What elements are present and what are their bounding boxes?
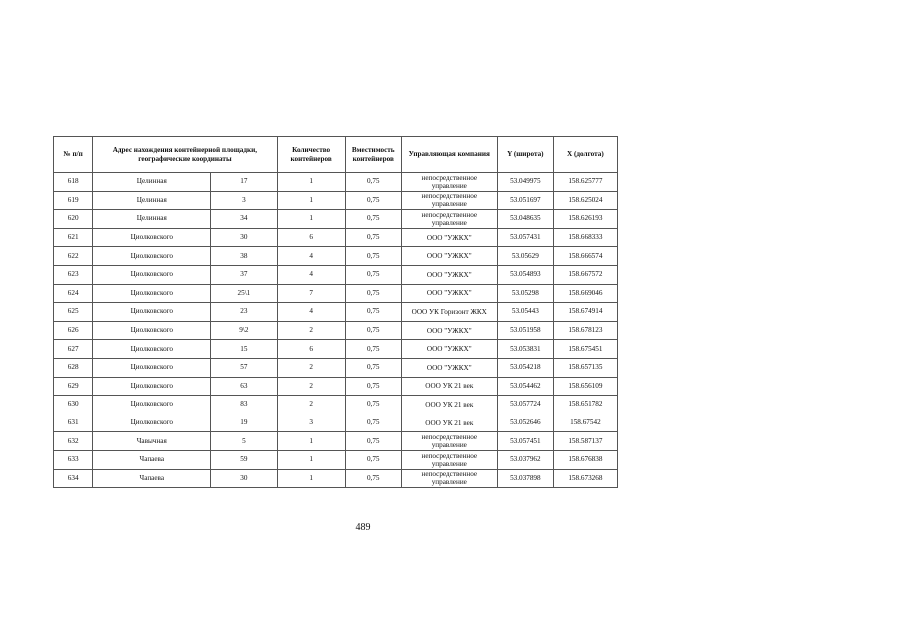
- house-number-cell: 17: [211, 173, 277, 192]
- street-cell: Циолковского: [93, 228, 211, 247]
- container-count-cell: 4: [277, 303, 345, 322]
- table-row: [54, 321, 618, 340]
- container-count-cell: 6: [277, 228, 345, 247]
- latitude-cell: 53.057451: [497, 432, 553, 451]
- longitude-cell: 158.657135: [553, 358, 617, 377]
- table-row: [54, 228, 618, 247]
- longitude-cell: 158.626193: [553, 210, 617, 229]
- row-number-cell: 629: [54, 377, 93, 396]
- latitude-cell: 53.048635: [497, 210, 553, 229]
- container-count-cell: 2: [277, 396, 345, 414]
- table-row: [54, 284, 618, 303]
- container-count-cell: 6: [277, 340, 345, 359]
- header-latitude: Y (широта): [497, 137, 553, 173]
- container-count-cell: 2: [277, 377, 345, 396]
- row-number-cell: 628: [54, 358, 93, 377]
- table-row: [54, 265, 618, 284]
- house-number-cell: 59: [211, 450, 277, 469]
- container-count-cell: 1: [277, 432, 345, 451]
- house-number-cell: 5: [211, 432, 277, 451]
- container-capacity-cell: 0,75: [345, 210, 401, 229]
- container-count-cell: 1: [277, 469, 345, 488]
- latitude-cell: 53.05443: [497, 303, 553, 322]
- container-count-cell: 2: [277, 358, 345, 377]
- longitude-cell: 158.676838: [553, 450, 617, 469]
- longitude-cell: 158.625024: [553, 191, 617, 210]
- container-capacity-cell: 0,75: [345, 469, 401, 488]
- longitude-cell: 158.651782: [553, 396, 617, 414]
- latitude-cell: 53.051697: [497, 191, 553, 210]
- street-cell: Циолковского: [93, 284, 211, 303]
- row-number-cell: 621: [54, 228, 93, 247]
- container-capacity-cell: 0,75: [345, 414, 401, 432]
- street-cell: Циолковского: [93, 303, 211, 322]
- longitude-cell: 158.667572: [553, 265, 617, 284]
- management-company-cell: ООО "УЖКХ": [401, 247, 497, 266]
- street-cell: Циолковского: [93, 396, 211, 414]
- container-capacity-cell: 0,75: [345, 358, 401, 377]
- latitude-cell: 53.052646: [497, 414, 553, 432]
- longitude-cell: 158.675451: [553, 340, 617, 359]
- row-number-cell: 630: [54, 396, 93, 414]
- container-capacity-cell: 0,75: [345, 377, 401, 396]
- header-address: Адрес нахождения контейнерной площадки, географические координаты: [93, 137, 277, 173]
- management-company-cell: ООО "УЖКХ": [401, 358, 497, 377]
- table-body: [54, 173, 618, 488]
- street-cell: Целинная: [93, 210, 211, 229]
- management-company-cell: ООО "УЖКХ": [401, 265, 497, 284]
- row-number-cell: 631: [54, 414, 93, 432]
- longitude-cell: 158.673268: [553, 469, 617, 488]
- table-row: [54, 450, 618, 469]
- table-row: [54, 247, 618, 266]
- container-count-cell: 1: [277, 191, 345, 210]
- house-number-cell: 83: [211, 396, 277, 414]
- table-row: [54, 303, 618, 322]
- container-capacity-cell: 0,75: [345, 303, 401, 322]
- latitude-cell: 53.054462: [497, 377, 553, 396]
- row-number-cell: 632: [54, 432, 93, 451]
- table-row: [54, 210, 618, 229]
- container-capacity-cell: 0,75: [345, 173, 401, 192]
- container-capacity-cell: 0,75: [345, 340, 401, 359]
- container-capacity-cell: 0,75: [345, 396, 401, 414]
- latitude-cell: 53.053831: [497, 340, 553, 359]
- row-number-cell: 618: [54, 173, 93, 192]
- table-row: [54, 469, 618, 488]
- longitude-cell: 158.669046: [553, 284, 617, 303]
- street-cell: Циолковского: [93, 265, 211, 284]
- house-number-cell: 15: [211, 340, 277, 359]
- street-cell: Чапаева: [93, 450, 211, 469]
- header-company: Управляющая компания: [401, 137, 497, 173]
- container-capacity-cell: 0,75: [345, 450, 401, 469]
- management-company-cell: ООО "УЖКХ": [401, 340, 497, 359]
- management-company-cell: ООО "УЖКХ": [401, 321, 497, 340]
- container-count-cell: 2: [277, 321, 345, 340]
- latitude-cell: 53.051958: [497, 321, 553, 340]
- row-number-cell: 623: [54, 265, 93, 284]
- container-count-cell: 4: [277, 247, 345, 266]
- management-company-cell: ООО УК Горизонт ЖКХ: [401, 303, 497, 322]
- house-number-cell: 3: [211, 191, 277, 210]
- house-number-cell: 23: [211, 303, 277, 322]
- container-capacity-cell: 0,75: [345, 432, 401, 451]
- house-number-cell: 9\2: [211, 321, 277, 340]
- street-cell: Циолковского: [93, 414, 211, 432]
- table-row: [54, 414, 618, 432]
- latitude-cell: 53.05298: [497, 284, 553, 303]
- house-number-cell: 30: [211, 469, 277, 488]
- house-number-cell: 57: [211, 358, 277, 377]
- row-number-cell: 625: [54, 303, 93, 322]
- street-cell: Целинная: [93, 191, 211, 210]
- row-number-cell: 619: [54, 191, 93, 210]
- latitude-cell: 53.037898: [497, 469, 553, 488]
- table-header-row: [54, 137, 618, 173]
- management-company-cell: непосредственное управление: [401, 450, 497, 469]
- house-number-cell: 25\1: [211, 284, 277, 303]
- latitude-cell: 53.05629: [497, 247, 553, 266]
- row-number-cell: 627: [54, 340, 93, 359]
- table-row: [54, 173, 618, 192]
- container-count-cell: 1: [277, 450, 345, 469]
- container-capacity-cell: 0,75: [345, 228, 401, 247]
- container-count-cell: 1: [277, 173, 345, 192]
- container-capacity-cell: 0,75: [345, 265, 401, 284]
- latitude-cell: 53.049975: [497, 173, 553, 192]
- house-number-cell: 34: [211, 210, 277, 229]
- container-capacity-cell: 0,75: [345, 284, 401, 303]
- row-number-cell: 633: [54, 450, 93, 469]
- street-cell: Циолковского: [93, 247, 211, 266]
- table-row: [54, 358, 618, 377]
- management-company-cell: непосредственное управление: [401, 173, 497, 192]
- management-company-cell: ООО УК 21 век: [401, 414, 497, 432]
- container-capacity-cell: 0,75: [345, 247, 401, 266]
- house-number-cell: 63: [211, 377, 277, 396]
- header-num: № п/п: [54, 137, 93, 173]
- row-number-cell: 620: [54, 210, 93, 229]
- table-row: [54, 396, 618, 414]
- street-cell: Циолковского: [93, 340, 211, 359]
- latitude-cell: 53.057724: [497, 396, 553, 414]
- latitude-cell: 53.054218: [497, 358, 553, 377]
- street-cell: Чавычная: [93, 432, 211, 451]
- latitude-cell: 53.057431: [497, 228, 553, 247]
- latitude-cell: 53.054893: [497, 265, 553, 284]
- row-number-cell: 622: [54, 247, 93, 266]
- latitude-cell: 53.037962: [497, 450, 553, 469]
- table-row: [54, 432, 618, 451]
- row-number-cell: 634: [54, 469, 93, 488]
- street-cell: Циолковского: [93, 358, 211, 377]
- longitude-cell: 158.587137: [553, 432, 617, 451]
- longitude-cell: 158.666574: [553, 247, 617, 266]
- container-count-cell: 7: [277, 284, 345, 303]
- header-longitude: X (долгота): [553, 137, 617, 173]
- house-number-cell: 38: [211, 247, 277, 266]
- longitude-cell: 158.678123: [553, 321, 617, 340]
- container-count-cell: 3: [277, 414, 345, 432]
- longitude-cell: 158.656109: [553, 377, 617, 396]
- management-company-cell: ООО УК 21 век: [401, 377, 497, 396]
- street-cell: Целинная: [93, 173, 211, 192]
- longitude-cell: 158.668333: [553, 228, 617, 247]
- house-number-cell: 37: [211, 265, 277, 284]
- container-sites-table: [53, 136, 618, 488]
- management-company-cell: ООО "УЖКХ": [401, 284, 497, 303]
- container-capacity-cell: 0,75: [345, 191, 401, 210]
- header-capacity: Вместимость контейнеров: [345, 137, 401, 173]
- street-cell: Циолковского: [93, 321, 211, 340]
- street-cell: Чапаева: [93, 469, 211, 488]
- management-company-cell: непосредственное управление: [401, 469, 497, 488]
- header-count: Количество контейнеров: [277, 137, 345, 173]
- table-row: [54, 340, 618, 359]
- house-number-cell: 19: [211, 414, 277, 432]
- management-company-cell: непосредственное управление: [401, 191, 497, 210]
- longitude-cell: 158.625777: [553, 173, 617, 192]
- management-company-cell: ООО "УЖКХ": [401, 228, 497, 247]
- table-row: [54, 191, 618, 210]
- longitude-cell: 158.67542: [553, 414, 617, 432]
- container-count-cell: 4: [277, 265, 345, 284]
- row-number-cell: 626: [54, 321, 93, 340]
- longitude-cell: 158.674914: [553, 303, 617, 322]
- management-company-cell: непосредственное управление: [401, 210, 497, 229]
- table-row: [54, 377, 618, 396]
- management-company-cell: ООО УК 21 век: [401, 396, 497, 414]
- house-number-cell: 30: [211, 228, 277, 247]
- row-number-cell: 624: [54, 284, 93, 303]
- container-count-cell: 1: [277, 210, 345, 229]
- management-company-cell: непосредственное управление: [401, 432, 497, 451]
- page-number: 489: [355, 522, 371, 533]
- street-cell: Циолковского: [93, 377, 211, 396]
- container-capacity-cell: 0,75: [345, 321, 401, 340]
